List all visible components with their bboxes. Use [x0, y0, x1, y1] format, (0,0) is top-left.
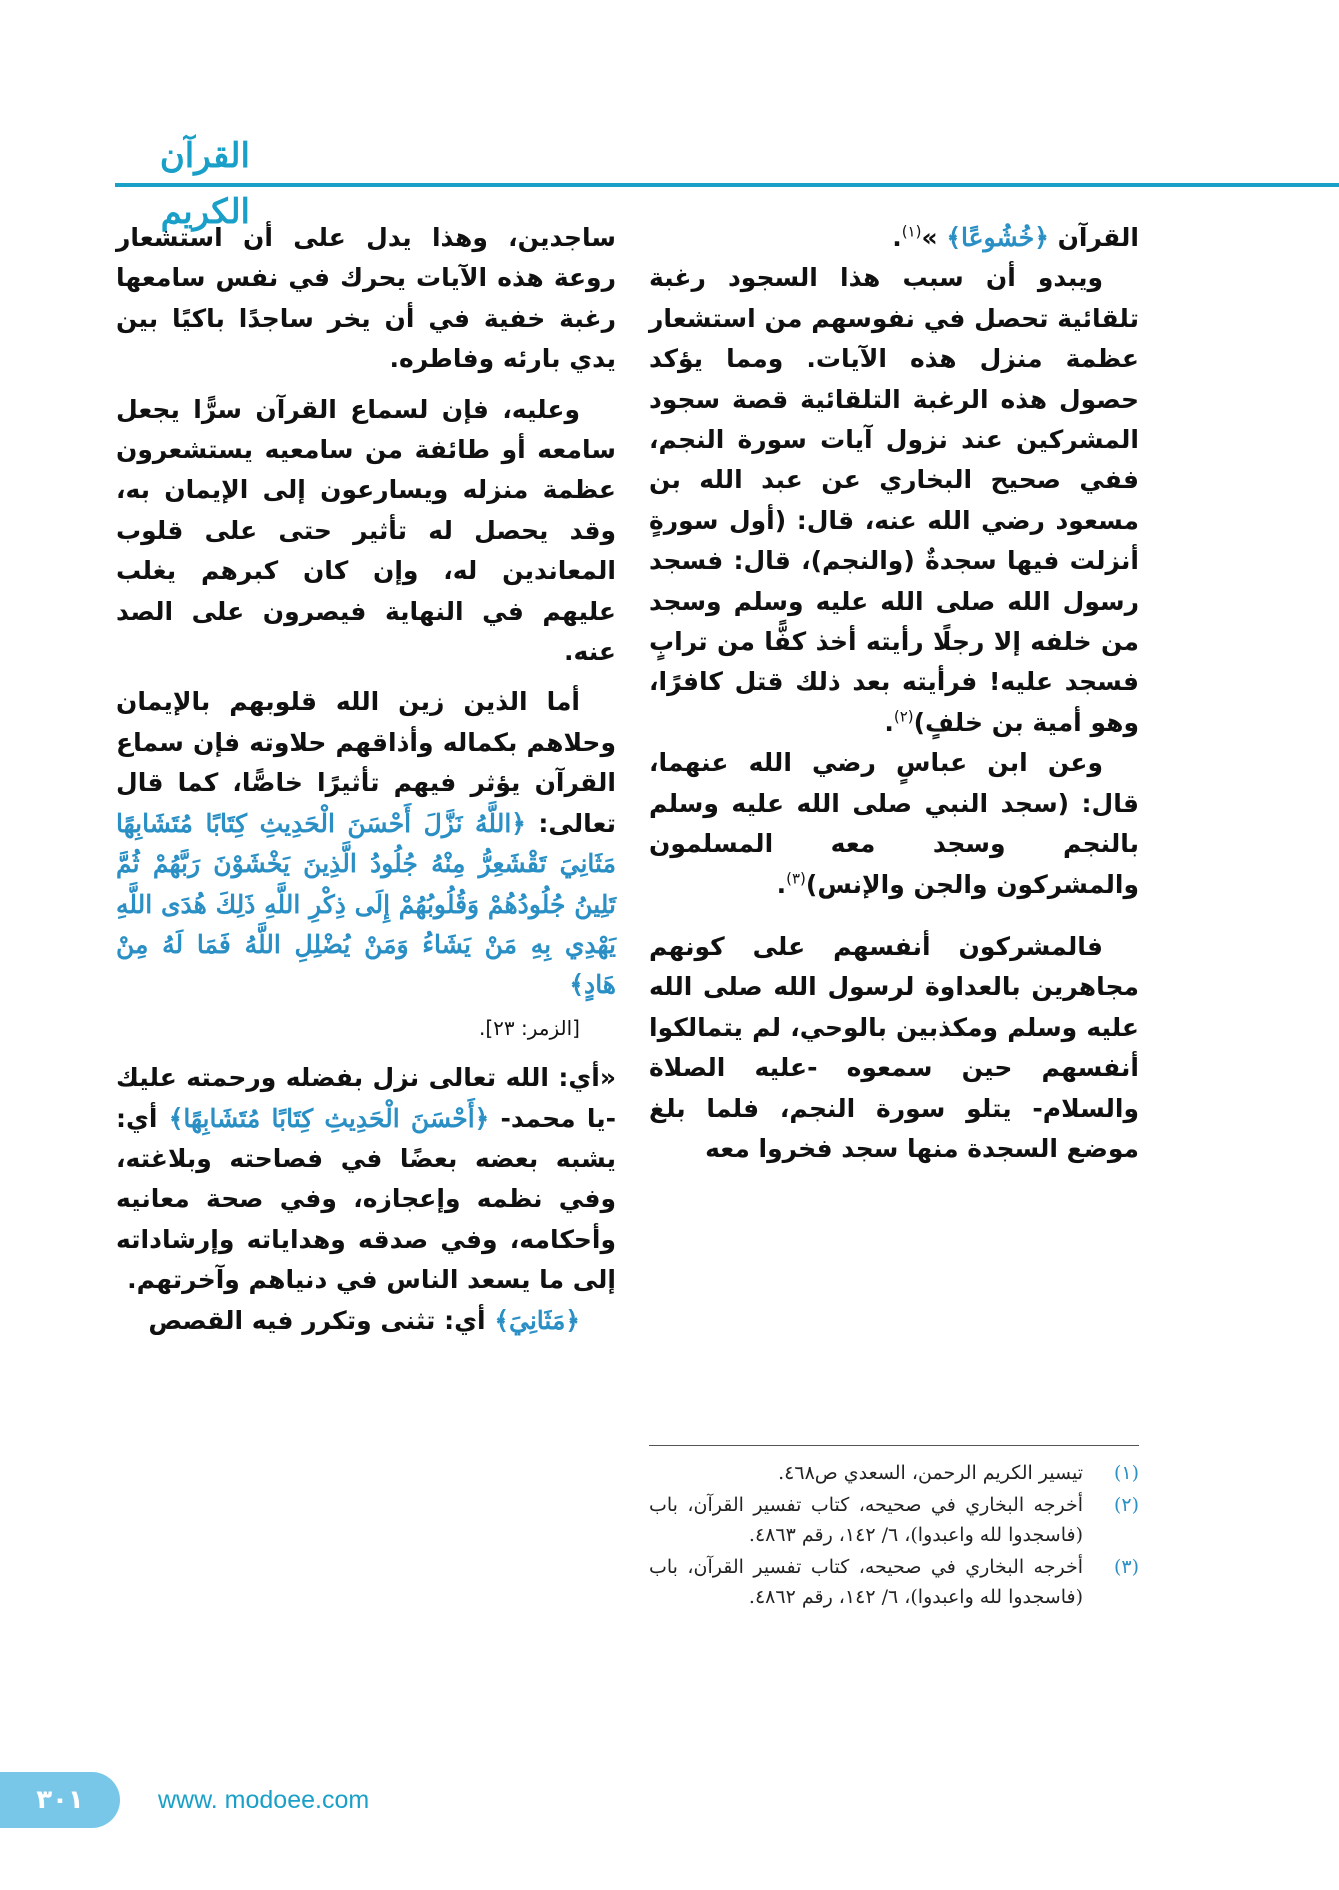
text-run: القرآن: [1057, 223, 1139, 252]
page-number: ٣٠١: [36, 1785, 84, 1815]
right-paragraph-4: فالمشركون أنفسهم على كونهم مجاهرين بالعداوة لرسول الله صلى الله عليه وسلم ومكذبين بالوحي، لم يتمالكوا أنفسهم حين سمعوه -عليه الصلاة والسلام- يتلو سورة النجم، فلما بلغ موضع السجدة منها سجد فخروا معه: [649, 931, 1139, 1163]
text-run: »: [921, 223, 938, 252]
text-run: ويبدو أن سبب هذا السجود رغبة تلقائية تحصل في نفوسهم من استشعار عظمة منزل هذه الآيات. ومما يؤكد حصول هذه الرغبة التلقائية قصة سجود المشركين عند نزول آيات سورة النجم، ففي صحيح البخاري عن عبد الله بن مسعود رضي الله عنه، قال: (أول سورةٍ أنزلت فيها سجدةٌ (والنجم)، قال: فسجد رسول الله صلى الله عليه وسلم وسجد من خلفه إلا رجلًا رأيته أخذ كفًّا من ترابٍ فسجد عليه! فرأيته بعد ذلك قتل كافرًا، وهو أمية بن خلفٍ): [649, 263, 1139, 737]
header-divider: [115, 183, 1339, 187]
text-run: .: [776, 869, 787, 899]
text-run: أي: تثنى وتكرر فيه القصص: [148, 1305, 486, 1335]
right-column: [649, 218, 1139, 1169]
left-paragraph-3: [116, 682, 616, 1048]
footnote-item: [649, 1552, 1139, 1612]
left-paragraph-1: ساجدين، وهذا يدل على أن استشعار روعة هذه الآيات يحرك في نفس سامعها رغبة خفية في أن يخر ساجدًا باكيًا بين يدي بارئه وفاطره.: [116, 223, 616, 374]
footnote-marker-1: (١): [901, 222, 922, 241]
left-column: [116, 218, 616, 1341]
footnote-number: (٣): [1113, 1556, 1139, 1578]
text-run: .: [884, 707, 894, 737]
page-number-badge: [0, 1772, 120, 1828]
quran-verse-khushuan: ﴿خُشُوعًا﴾: [946, 223, 1049, 252]
right-paragraph-2: [649, 258, 1139, 743]
left-paragraph-4: [116, 1058, 616, 1300]
quran-phrase-ahsan-alhadith: ﴿أَحْسَنَ الْحَدِيثِ كِتَابًا مُتَشَابِهًا﴾: [168, 1103, 490, 1133]
footnote-item: [649, 1458, 1139, 1488]
footnote-text: تيسير الكريم الرحمن، السعدي ص٤٦٨.: [778, 1462, 1083, 1484]
footnotes: [649, 1458, 1139, 1614]
footnote-marker-2: (٢): [893, 707, 914, 726]
right-paragraph-1: [649, 218, 1139, 258]
website-url: www. modoee.com: [158, 1786, 370, 1814]
left-paragraph-2: وعليه، فإن لسماع القرآن سرًّا يجعل سامعه أو طائفة من سامعيه يستشعرون عظمة منزله ويسارعون إلى الإيمان به، وقد يحصل له تأثير حتى على قلوب المعاندين له، وإن كان كبرهم يغلب عليهم في النهاية فيصرون على الصد عنه.: [116, 394, 616, 667]
footnote-text: أخرجه البخاري في صحيحه، كتاب تفسير القرآن، باب (فاسجدوا لله واعبدوا)، ٦/ ١٤٢، رقم ٤٨٦٢.: [649, 1556, 1083, 1608]
quran-verse-zumar-23: ﴿اللَّهُ نَزَّلَ أَحْسَنَ الْحَدِيثِ كِتَابًا مُتَشَابِهًا مَثَانِيَ تَقْشَعِرُّ مِنْهُ جُلُودُ الَّذِينَ يَخْشَوْنَ رَبَّهُمْ ثُمَّ تَلِينُ جُلُودُهُمْ وَقُلُوبُهُمْ إِلَى ذِكْرِ اللَّهِ ذَلِكَ هُدَى اللَّهِ يَهْدِي بِهِ مَنْ يَشَاءُ وَمَنْ يُضْلِلِ اللَّهُ فَمَا لَهُ مِنْ هَادٍ﴾: [116, 808, 616, 1000]
footnote-text: أخرجه البخاري في صحيحه، كتاب تفسير القرآن، باب (فاسجدوا لله واعبدوا)، ٦/ ١٤٢، رقم ٤٨٦٣.: [649, 1494, 1083, 1546]
footnote-item: [649, 1490, 1139, 1550]
running-header-title: القرآن الكريم: [159, 136, 250, 232]
text-run: وعن ابن عباسٍ رضي الله عنهما، قال: (سجد النبي صلى الله عليه وسلم بالنجم وسجد معه المسلمون والمشركون والجن والإنس): [649, 748, 1139, 899]
text-run: أي: يشبه بعضه بعضًا في فصاحته وبلاغته، وفي نظمه وإعجازه، وفي صحة معانيه وأحكامه، وفي صدقه وهداياته وإرشاداته إلى ما يسعد الناس في دنياهم وآخرتهم.: [116, 1103, 616, 1295]
text-run: «أي: الله تعالى نزل بفضله ورحمته عليك -يا محمد-: [116, 1063, 616, 1133]
verse-reference: [الزمر: ٢٣].: [479, 1015, 580, 1040]
quran-word-mathani: ﴿مَثَانِيَ﴾: [494, 1305, 580, 1335]
footnote-divider: [649, 1445, 1139, 1446]
footnote-number: (٢): [1113, 1494, 1139, 1516]
right-paragraph-3: [649, 743, 1139, 905]
footnote-number: (١): [1113, 1462, 1139, 1484]
left-paragraph-5: [116, 1301, 616, 1341]
text-run: أما الذين زين الله قلوبهم بالإيمان وحلاهم بكماله وأذاقهم حلاوته فإن سماع القرآن يؤثر فيهم تأثيرًا خاصًّا، كما قال تعالى:: [116, 687, 616, 838]
text-run: .: [892, 223, 902, 252]
footnote-marker-3: (٣): [786, 869, 806, 888]
